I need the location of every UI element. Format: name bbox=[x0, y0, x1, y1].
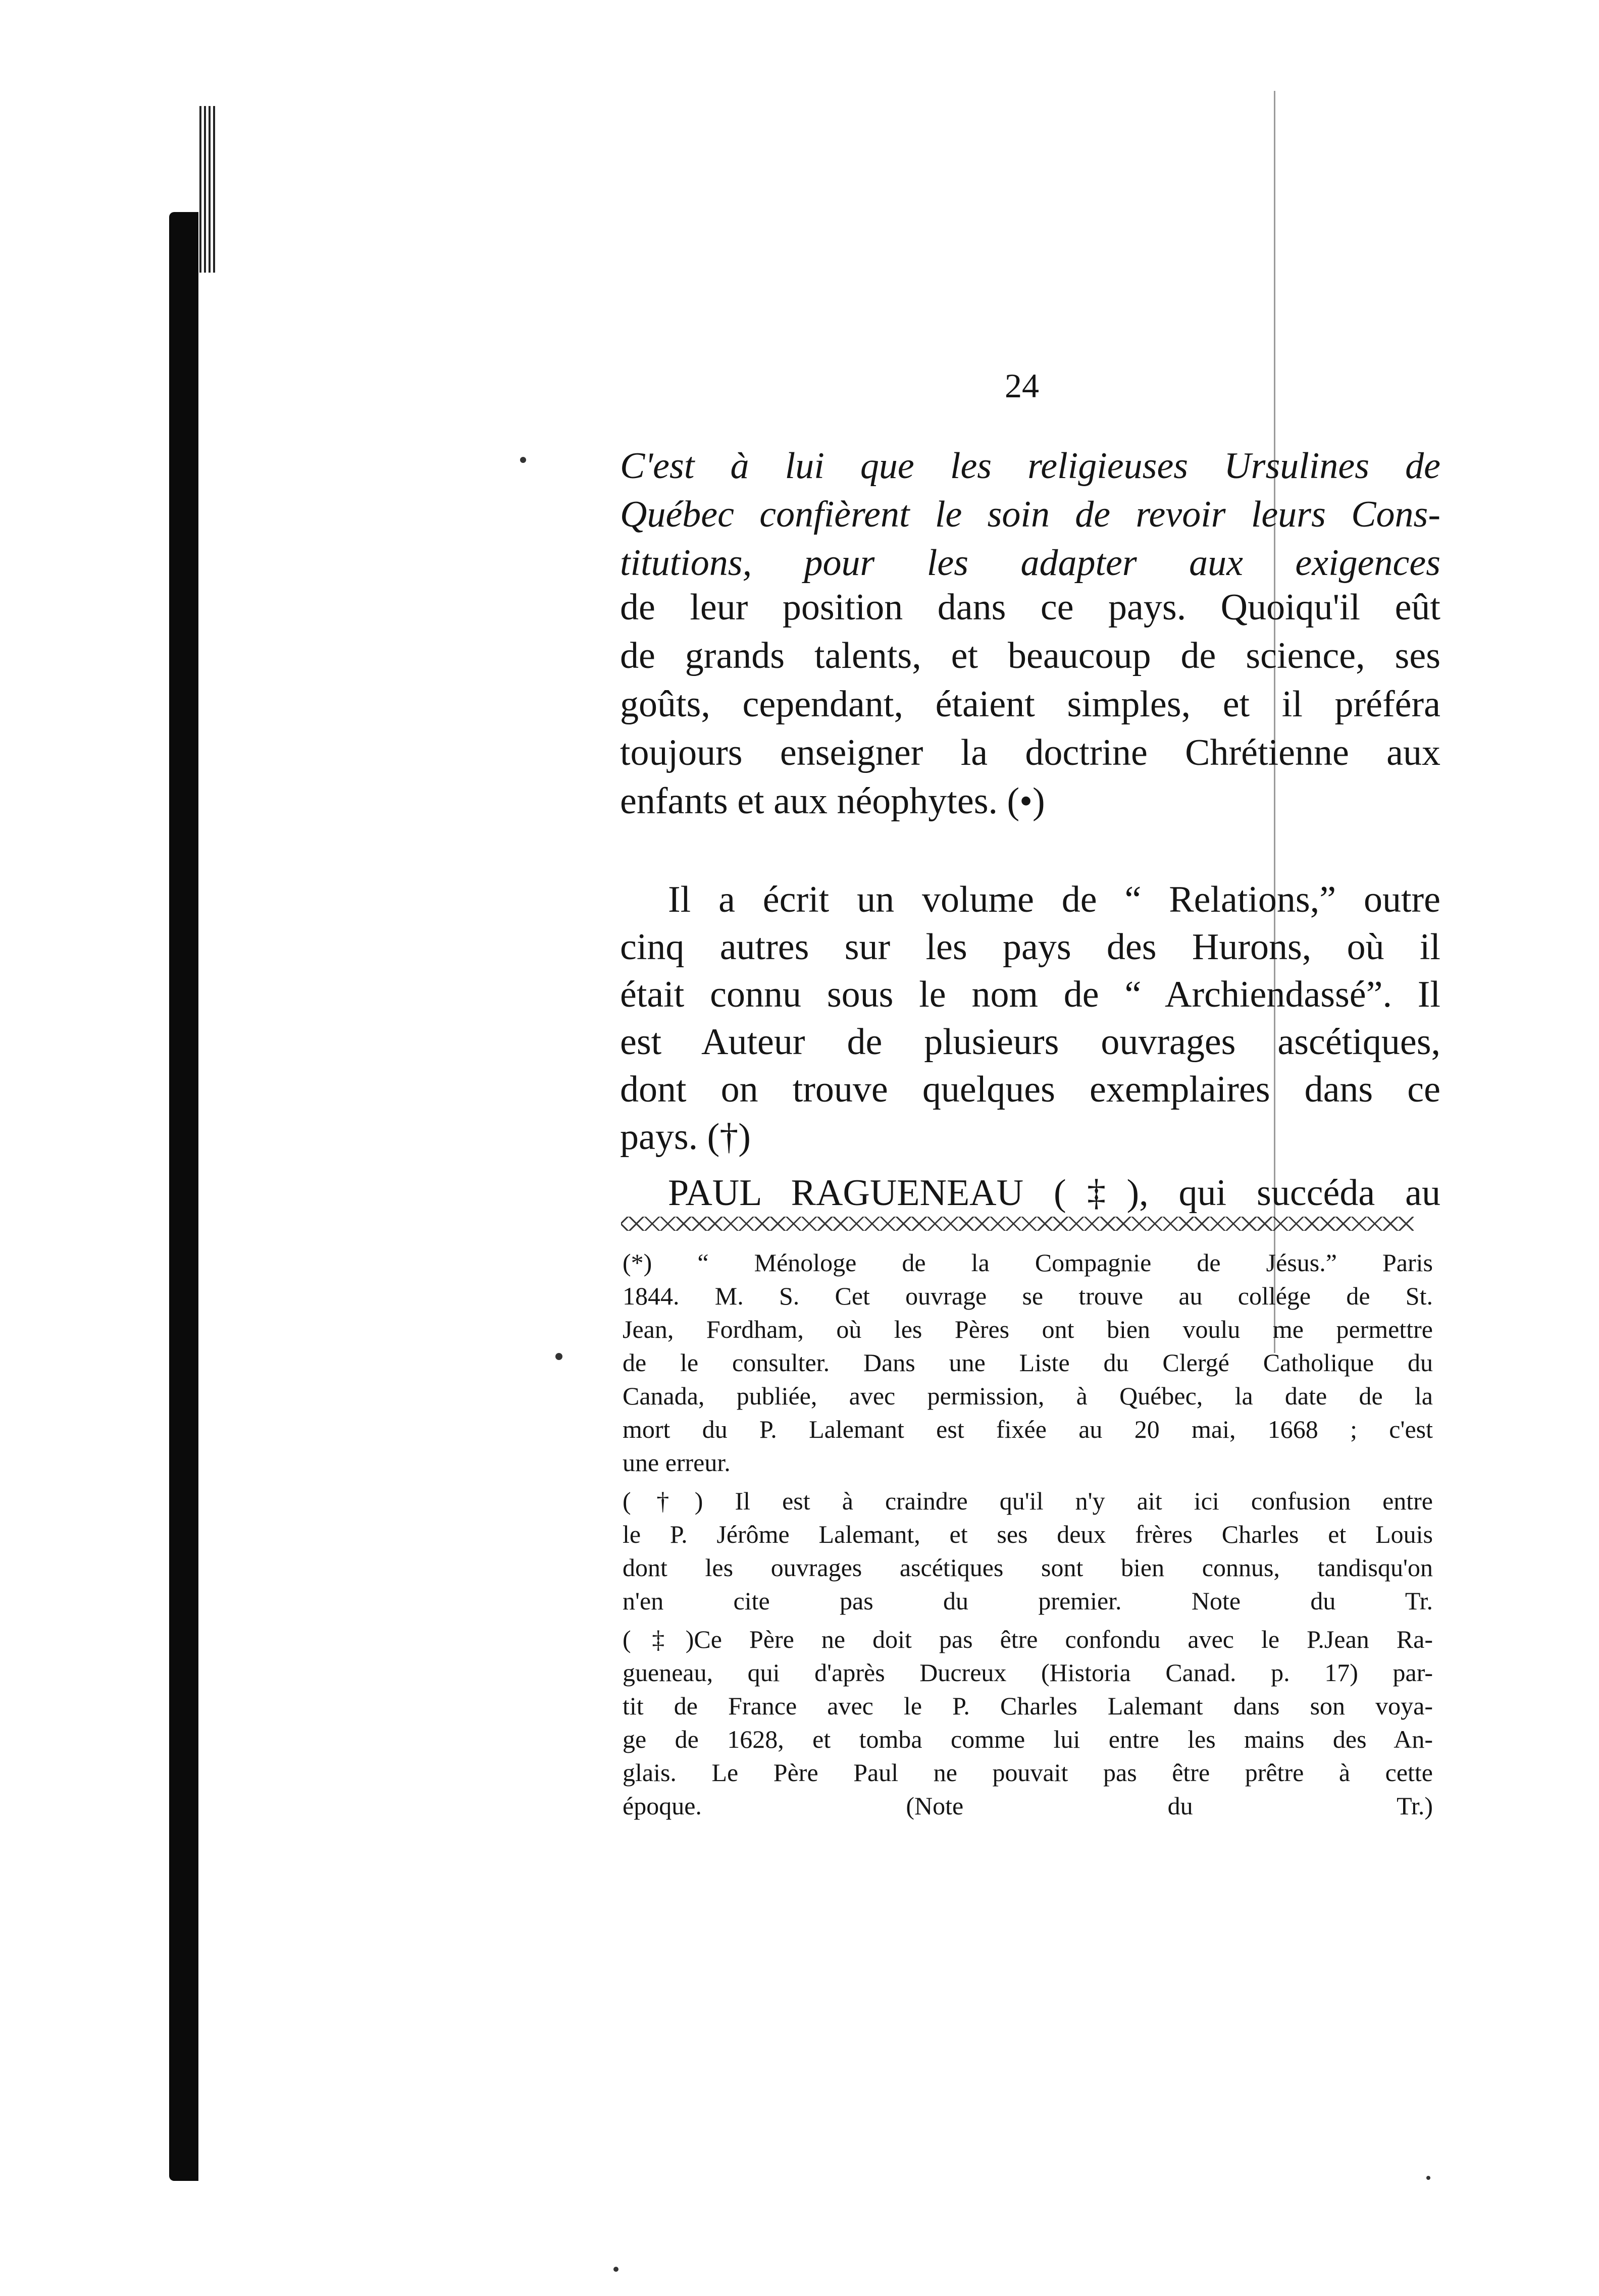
footnote-line: Jean, Fordham, où les Pères ont bien voulu me permettre bbox=[623, 1315, 1433, 1343]
scan-speck bbox=[555, 1353, 562, 1360]
footnote-line: dont les ouvrages ascétiques sont bien connus, tandisqu'on bbox=[623, 1553, 1433, 1582]
page-number: 24 bbox=[1005, 367, 1039, 405]
scan-speck bbox=[520, 457, 526, 463]
footnote-line: (*) “ Ménologe de la Compagnie de Jésus.” Paris bbox=[623, 1248, 1433, 1277]
page-spine-shadow bbox=[169, 212, 198, 2181]
footnote-line: mort du P. Lalemant est fixée au 20 mai, 1668 ; c'est bbox=[623, 1415, 1433, 1443]
scan-speck bbox=[1426, 2176, 1430, 2180]
footnote-line: glais. Le Père Paul ne pouvait pas être prêtre à cette bbox=[623, 1758, 1433, 1787]
footnote-line: tit de France avec le P. Charles Lalemant dans son voya- bbox=[623, 1692, 1433, 1720]
paragraph-2-line: était connu sous le nom de “ Archiendassé”. Il bbox=[620, 974, 1440, 1015]
paragraph-1-line: de grands talents, et beaucoup de science, ses bbox=[620, 635, 1440, 676]
paragraph-1-line: Québec confièrent le soin de revoir leurs Cons- bbox=[620, 494, 1440, 535]
paragraph-1-line: de leur position dans ce pays. Quoiqu'il eût bbox=[620, 587, 1440, 628]
footnote-line: ge de 1628, et tomba comme lui entre les mains des An- bbox=[623, 1725, 1433, 1753]
footnote-line: (‡)Ce Père ne doit pas être confondu avec le P.Jean Ra- bbox=[623, 1625, 1433, 1653]
footnote-line: n'en cite pas du premier. Note du Tr. bbox=[623, 1587, 1433, 1615]
footnote-line: époque. (Note du Tr.) bbox=[623, 1792, 1433, 1820]
footnotes bbox=[623, 1246, 1433, 1822]
paragraph-1-line: titutions, pour les adapter aux exigences bbox=[620, 542, 1440, 584]
paragraph-2-line: pays. (†) bbox=[620, 1116, 751, 1158]
paragraph-1-line: goûts, cependant, étaient simples, et il préféra bbox=[620, 684, 1440, 725]
footnote-line: Canada, publiée, avec permission, à Québec, la date de la bbox=[623, 1382, 1433, 1410]
paragraph-2-line: dont on trouve quelques exemplaires dans ce bbox=[620, 1069, 1440, 1110]
footnote-line: le P. Jérôme Lalemant, et ses deux frères Charles et Louis bbox=[623, 1520, 1433, 1548]
paragraph-2 bbox=[620, 876, 1440, 1161]
paragraph-1 bbox=[620, 442, 1440, 587]
footnote-line: (†) Il est à craindre qu'il n'y ait ici confusion entre bbox=[623, 1487, 1433, 1515]
paragraph-2-line: Il a écrit un volume de “ Relations,” outre bbox=[668, 879, 1440, 920]
paragraph-2-line: cinq autres sur les pays des Hurons, où il bbox=[620, 926, 1440, 968]
footnote-line: de le consulter. Dans une Liste du Clergé Catholique du bbox=[623, 1348, 1433, 1377]
paragraph-1-line: enfants et aux néophytes. (•) bbox=[620, 780, 1045, 822]
paragraph-1-line: C'est à lui que les religieuses Ursulines de bbox=[620, 445, 1440, 487]
paragraph-3 bbox=[620, 1169, 1440, 1217]
scan-speck bbox=[613, 2267, 618, 2272]
paragraph-1-continued bbox=[620, 583, 1440, 825]
paragraph-1-line: toujours enseigner la doctrine Chrétienne aux bbox=[620, 732, 1440, 773]
paragraph-2-line: est Auteur de plusieurs ouvrages ascétiques, bbox=[620, 1021, 1440, 1063]
page-edge-texture bbox=[199, 106, 217, 273]
footnote-line: 1844. M. S. Cet ouvrage se trouve au collége de St. bbox=[623, 1282, 1433, 1310]
decorative-wavy-rule bbox=[621, 1217, 1414, 1231]
footnote-line: gueneau, qui d'après Ducreux (Historia Canad. p. 17) par- bbox=[623, 1658, 1433, 1687]
footnote-line: une erreur. bbox=[623, 1448, 731, 1477]
paragraph-3-line: PAUL RAGUENEAU (‡), qui succéda au bbox=[668, 1172, 1440, 1214]
